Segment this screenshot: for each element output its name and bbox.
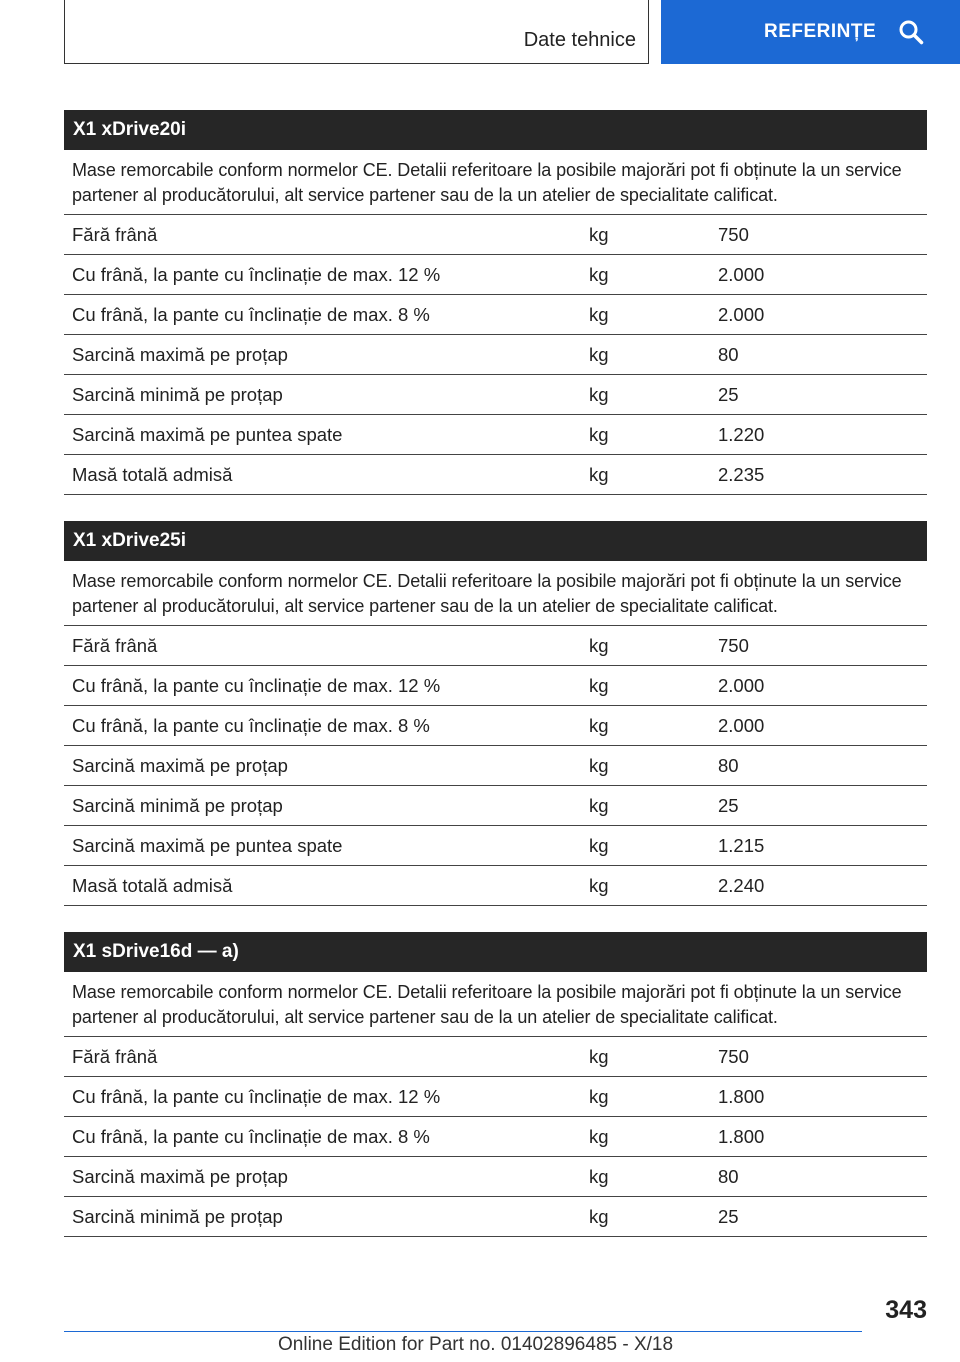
row-label: Sarcină minimă pe proțap — [72, 383, 283, 405]
row-unit: kg — [589, 1125, 609, 1147]
row-label: Sarcină maximă pe puntea spate — [72, 423, 343, 445]
row-label: Fără frână — [72, 223, 158, 245]
row-label: Sarcină maximă pe puntea spate — [72, 834, 343, 856]
search-icon[interactable] — [898, 19, 924, 45]
row-unit: kg — [589, 223, 609, 245]
row-label: Cu frână, la pante cu înclinație de max. 12 % — [72, 674, 441, 696]
row-unit: kg — [589, 1165, 609, 1187]
row-value: 2.000 — [718, 303, 765, 325]
row-label: Fără frână — [72, 634, 158, 656]
row-unit: kg — [589, 1085, 609, 1107]
section-title: X1 sDrive16d — a) — [64, 932, 927, 972]
row-value: 80 — [718, 754, 739, 776]
row-value: 25 — [718, 1205, 739, 1227]
table-row — [64, 866, 927, 906]
table-row — [64, 1197, 927, 1237]
table-row — [64, 415, 927, 455]
row-value: 750 — [718, 223, 749, 245]
section-description: Mase remorcabile conform normelor CE. Detalii referitoare la posibile majorări pot fi obținute la un service partener al producătorului, alt service partener sau de la un atelier de specialitate calificat. — [64, 561, 927, 626]
row-unit: kg — [589, 634, 609, 656]
row-label: Sarcină minimă pe proțap — [72, 1205, 283, 1227]
row-unit: kg — [589, 303, 609, 325]
section-description: Mase remorcabile conform normelor CE. Detalii referitoare la posibile majorări pot fi obținute la un service partener al producătorului, alt service partener sau de la un atelier de specialitate calificat. — [64, 972, 927, 1037]
page-number: 343 — [885, 1296, 927, 1324]
table-row — [64, 375, 927, 415]
row-value: 1.220 — [718, 423, 765, 445]
row-value: 1.800 — [718, 1085, 765, 1107]
table-row — [64, 626, 927, 666]
table-row — [64, 706, 927, 746]
row-label: Sarcină minimă pe proțap — [72, 794, 283, 816]
row-value: 2.000 — [718, 714, 765, 736]
row-label: Sarcină maximă pe proțap — [72, 754, 288, 776]
row-unit: kg — [589, 754, 609, 776]
header-section-tab[interactable] — [64, 0, 649, 64]
row-value: 2.240 — [718, 874, 765, 896]
row-value: 750 — [718, 1045, 749, 1067]
table-row — [64, 1077, 927, 1117]
row-unit: kg — [589, 263, 609, 285]
row-value: 1.215 — [718, 834, 765, 856]
section-title: X1 xDrive25i — [64, 521, 927, 561]
table-row — [64, 786, 927, 826]
table-row — [64, 255, 927, 295]
table-row — [64, 1117, 927, 1157]
row-label: Cu frână, la pante cu înclinație de max. 12 % — [72, 263, 441, 285]
table-row — [64, 215, 927, 255]
row-unit: kg — [589, 794, 609, 816]
row-value: 2.000 — [718, 263, 765, 285]
table-row — [64, 1157, 927, 1197]
row-label: Masă totală admisă — [72, 463, 233, 485]
row-value: 80 — [718, 1165, 739, 1187]
row-unit: kg — [589, 463, 609, 485]
row-value: 2.235 — [718, 463, 765, 485]
row-value: 25 — [718, 383, 739, 405]
spec-section-xdrive25i — [64, 521, 927, 906]
table-row — [64, 746, 927, 786]
row-unit: kg — [589, 343, 609, 365]
row-unit: kg — [589, 834, 609, 856]
row-value: 80 — [718, 343, 739, 365]
row-unit: kg — [589, 423, 609, 445]
row-label: Cu frână, la pante cu înclinație de max. 8 % — [72, 714, 430, 736]
table-row — [64, 826, 927, 866]
row-label: Masă totală admisă — [72, 874, 233, 896]
row-unit: kg — [589, 674, 609, 696]
row-label: Cu frână, la pante cu înclinație de max. 12 % — [72, 1085, 441, 1107]
row-value: 1.800 — [718, 1125, 765, 1147]
row-value: 750 — [718, 634, 749, 656]
section-title: X1 xDrive20i — [64, 110, 927, 150]
table-row — [64, 295, 927, 335]
header-section-title: Date tehnice — [523, 29, 636, 51]
spec-section-xdrive20i — [64, 110, 927, 495]
row-label: Sarcină maximă pe proțap — [72, 1165, 288, 1187]
footer-divider — [64, 1331, 862, 1332]
row-unit: kg — [589, 1045, 609, 1067]
table-row — [64, 455, 927, 495]
row-value: 2.000 — [718, 674, 765, 696]
table-row — [64, 666, 927, 706]
row-unit: kg — [589, 383, 609, 405]
spec-section-sdrive16d — [64, 932, 927, 1237]
section-description: Mase remorcabile conform normelor CE. Detalii referitoare la posibile majorări pot fi obținute la un service partener al producătorului, alt service partener sau de la un atelier de specialitate calificat. — [64, 150, 927, 215]
row-unit: kg — [589, 1205, 609, 1227]
row-label: Cu frână, la pante cu înclinație de max. 8 % — [72, 1125, 430, 1147]
row-unit: kg — [589, 874, 609, 896]
table-row — [64, 335, 927, 375]
row-value: 25 — [718, 794, 739, 816]
row-label: Sarcină maximă pe proțap — [72, 343, 288, 365]
footer-edition: Online Edition for Part no. 01402896485 - X/18 — [278, 1334, 674, 1355]
table-row — [64, 1037, 927, 1077]
references-button[interactable] — [661, 0, 960, 64]
row-label: Cu frână, la pante cu înclinație de max. 8 % — [72, 303, 430, 325]
row-unit: kg — [589, 714, 609, 736]
row-label: Fără frână — [72, 1045, 158, 1067]
references-label: REFERINȚE — [764, 21, 877, 42]
